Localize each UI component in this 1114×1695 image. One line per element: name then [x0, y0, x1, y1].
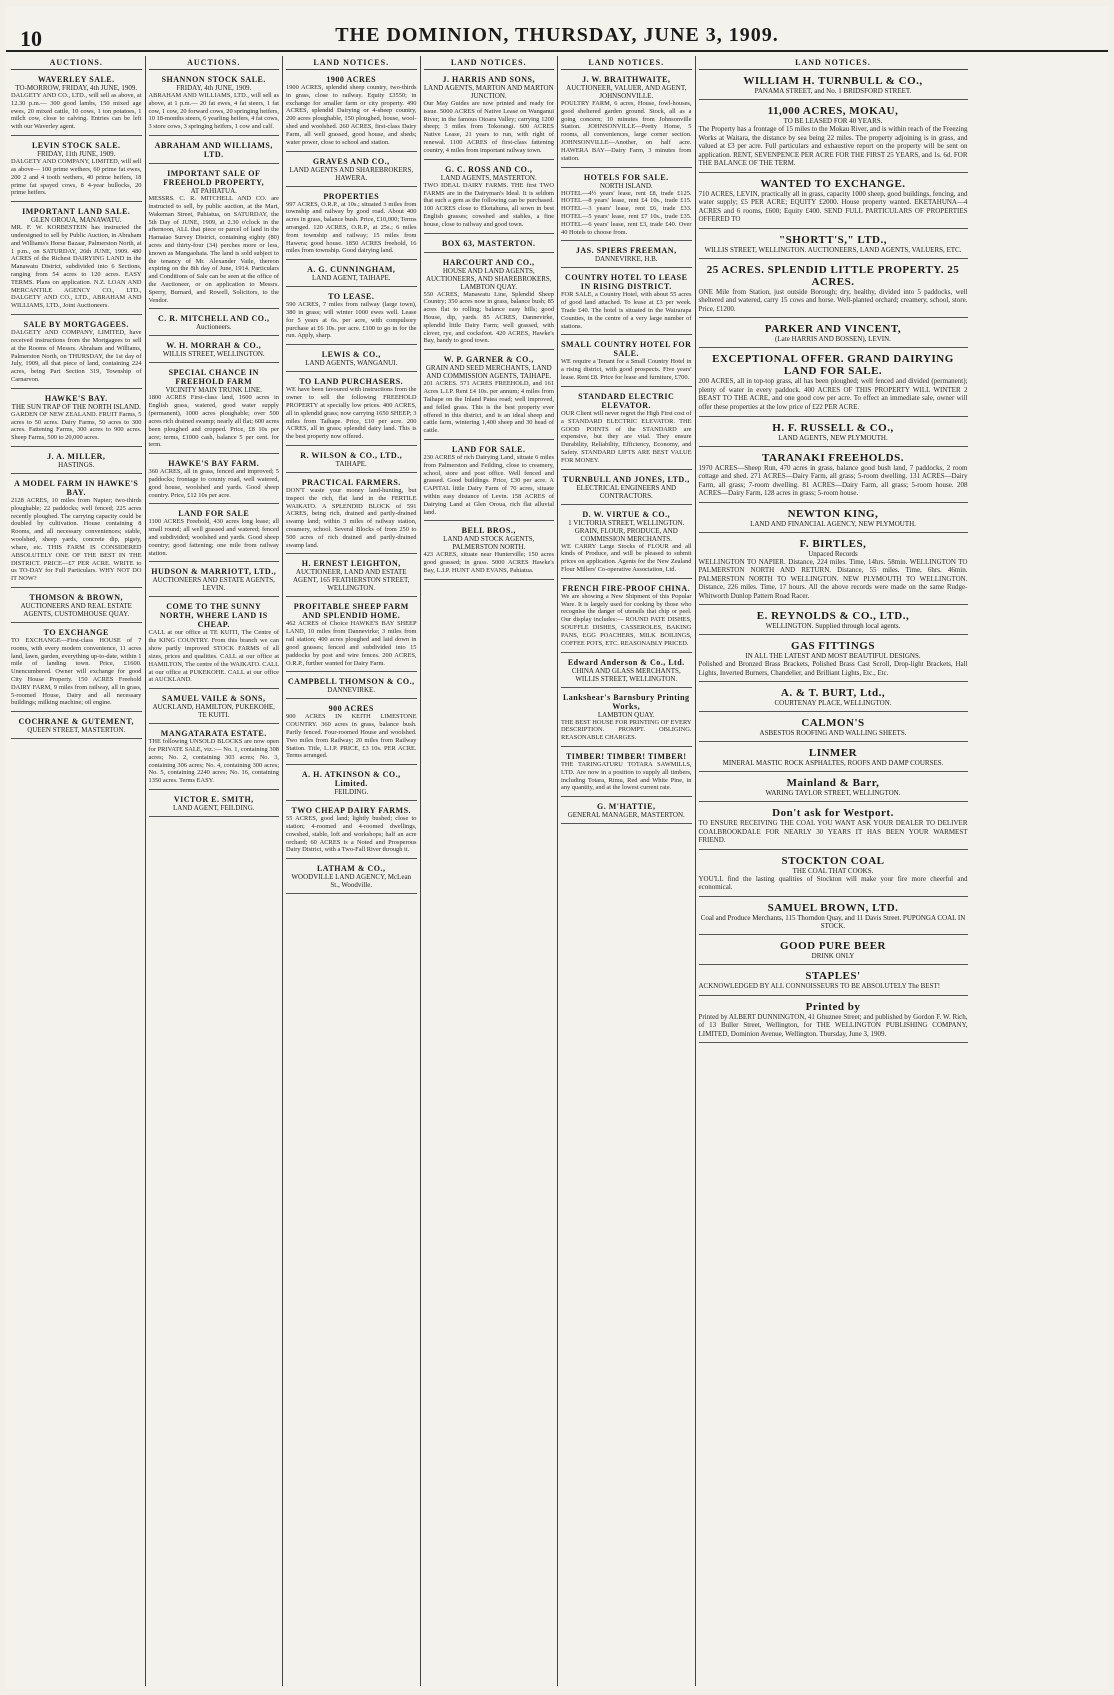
- column-heading: LAND NOTICES.: [561, 58, 692, 70]
- ad-subtitle: Coal and Produce Merchants, 115 Thorndon Quay, and 11 Davis Street. PUPONGA COAL IN STOCK.: [700, 914, 966, 930]
- ad-title: WILLIAM H. TURNBULL & CO.,: [743, 75, 923, 87]
- ad-body: 462 ACRES of Choice HAWKE'S BAY SHEEP LAND, 10 miles from Dannevirke; 3 miles from rail station; 400 acres ploughed and laid down in good grasses; fenced and subdivided into 15 paddocks by post and wire fences. 200 ACRES, O.R.P., further wanted for Dairy Farm.: [286, 620, 417, 667]
- ad-subtitle: GLEN OROUA, MANAWATU.: [30, 216, 122, 225]
- ad-title: BOX 63, MASTERTON.: [442, 238, 536, 248]
- ad-subtitle: THE COAL THAT COOKS.: [792, 866, 874, 875]
- advertisement: [699, 608, 968, 635]
- advertisement: [286, 449, 417, 473]
- masthead-title: THE DOMINION, THURSDAY, JUNE 3, 1909.: [335, 24, 779, 46]
- advertisement: [286, 557, 417, 597]
- ad-title: ABRAHAM AND WILLIAMS, LTD.: [154, 141, 273, 160]
- ad-body: OUR Client will never regret the High First cost of a STANDARD ELECTRIC ELEVATOR. THE GOOD POINTS of the STANDARD are expensive, but they are vital. They ensure Durability, Reliability, Efficiency, Economy, and Safety. STANDARD LIFTS ARE BEST VALUE FOR MONEY.: [561, 409, 692, 464]
- ad-subtitle: LAND AGENT, FEILDING.: [172, 804, 255, 812]
- ad-subtitle: LAMBTON QUAY.: [597, 710, 655, 719]
- ad-body: POULTRY FARM, 6 acres, House, fowl-houses, good sheltered garden ground. Stock, all as a going concern; 10 minutes from Johnsonville Station. JOHNSONVILLE—Pretty Home, 5 rooms, all conveniences, large corner section. JOHNSONVILLE—Another, on half acre. HAWERA BAY—Dairy Farm, 3 minutes from station.: [561, 100, 692, 162]
- ad-title: STAPLES': [805, 970, 861, 982]
- advertisement: [561, 800, 692, 824]
- advertisement: [286, 263, 417, 287]
- ad-body: ACKNOWLEDGED BY ALL CONNOISSEURS TO BE ABSOLUTELY The BEST!: [698, 982, 941, 990]
- ad-body: THE TARINGATURU TOTARA SAWMILLS, LTD. Are now in a position to supply all timbers, including Totara, Rimu, Red and White Pine, in any quantity, and at the lowest current rate.: [561, 760, 692, 792]
- advertisement: [286, 768, 417, 801]
- ad-subtitle: WELLINGTON. Supplied through local agents.: [765, 622, 901, 631]
- columns: [8, 56, 1108, 1686]
- ad-title: IMPORTANT SALE OF FREEHOLD PROPERTY,: [163, 169, 265, 188]
- ad-title: NEWTON KING,: [787, 507, 879, 520]
- advertisement: [286, 190, 417, 261]
- ad-subtitle: CHINA AND GLASS MERCHANTS, WILLIS STREET, WELLINGTON.: [571, 666, 681, 683]
- ad-body: YOU'LL find the lasting qualities of Stockton will make your fire more cheerful and economical.: [698, 874, 968, 892]
- ad-title: TIMBER! TIMBER! TIMBER!: [565, 751, 687, 761]
- advertisement: [149, 366, 280, 454]
- ad-title: Don't ask for Westport.: [772, 807, 894, 820]
- ad-title: Lankshear's Barnsbury Printing Works,: [562, 692, 690, 711]
- advertisement: [561, 338, 692, 386]
- ad-title: D. W. VIRTUE & CO.,: [582, 509, 671, 519]
- ad-body: MR. F. W. KORBESTEIN has instructed the undersigned to sell by Public Auction, in Abraham and Williams's Horse Bazaar, Palmerston North, at 1 p.m., on SATURDAY, 26th JUNE, 1909. 480 ACRES of the Richest DAIRYING LAND in the Manawatu District, subdivided into 6 Sections, ranging from 54 acres to 120 acres. EASY TERMS. Plans on application. N.Z. LOAN AND MERCANTILE AGENCY CO., LTD., DALGETY AND CO., LTD., ABRAHAM AND WILLIAMS, LTD., Joint Auctioneers.: [11, 224, 142, 310]
- advertisement: [149, 565, 280, 597]
- column-6: [696, 56, 971, 1686]
- column-heading: AUCTIONS.: [11, 58, 142, 70]
- ad-body: DALGETY AND COMPANY, LIMITED, have received instructions from the Mortgagees to sell at the Rooms of Messrs. Abraham and Williams, Palmerston North, on THURSDAY, the 1st day of July, 1909, all that piece of land, containing 224 acres, being Part Section 319, Township of Carnarvon.: [11, 329, 142, 383]
- newspaper-page: [6, 6, 1108, 1689]
- ad-title: HOTELS FOR SALE.: [583, 172, 669, 182]
- ad-body: TWO IDEAL DAIRY FARMS. THE first TWO FARMS are in the Dairyman's Ideal. It is seldom that such a gem as the following can be purchased. 100 ACRES close to Eketahuna, all sown in best English grasses; cowshed and stables, a fine house, close to railway and good town.: [423, 181, 554, 228]
- ad-title: LAND FOR SALE: [178, 509, 250, 519]
- ad-subtitle: GRAIN AND SEED MERCHANTS, LAND AND COMMISSION AGENTS, TAIHAPE.: [425, 364, 552, 381]
- advertisement: [11, 715, 142, 739]
- ad-subtitle: FEILDING.: [334, 788, 369, 797]
- advertisement: [11, 392, 142, 447]
- advertisement: [11, 73, 142, 136]
- ad-title: A. & T. BURT, Ltd.,: [780, 687, 886, 700]
- ad-title: 11,000 ACRES, MOKAU,: [767, 105, 899, 117]
- ad-subtitle: NORTH ISLAND.: [599, 181, 653, 190]
- ad-title: SAMUEL VAILE & SONS,: [161, 694, 266, 704]
- ad-subtitle: WILLIS STREET, WELLINGTON. AUCTIONEERS, LAND AGENTS, VALUERS, ETC.: [704, 245, 962, 254]
- ad-body: WE CARRY Large Stocks of FLOUR and all kinds of Produce, and will be pleased to submit prices on application. Agents for the New Zealand Flour Millers' Co-operative Association, Ltd.: [561, 542, 692, 573]
- ad-title: W. P. GARNER & CO.,: [443, 355, 534, 365]
- ad-title: LEVIN STOCK SALE.: [31, 141, 121, 151]
- ad-title: GRAVES AND CO.,: [312, 156, 390, 166]
- ad-subtitle: ELECTRICAL ENGINEERS AND CONTRACTORS.: [576, 483, 677, 500]
- ad-title: SPECIAL CHANCE IN FREEHOLD FARM: [168, 368, 259, 387]
- ad-body: GARDEN OF NEW ZEALAND. FRUIT Farms, 5 acres to 50 acres. Dairy Farms, 50 acres to 300 acres. Fattening Farms, 300 acres to 900 acres. Sheep Farms, 500 to 20,000 acres.: [11, 410, 142, 442]
- ad-title: BELL BROS.,: [461, 526, 516, 536]
- ad-title: SAMUEL BROWN, LTD.: [767, 902, 899, 914]
- ad-subtitle: LAND AGENTS, WANGANUI.: [305, 359, 398, 368]
- ad-body: FOR SALE, a Country Hotel, with about 55 acres of good land attached. To lease at £3 per week. Trade £40. The hotel is situated in the Wairarapa Counties, in the centre of a very large number of stations.: [561, 291, 692, 330]
- ad-body: 590 ACRES, 7 miles from railway (large town), 380 in grass; will winter 1000 ewes well. Lease for 5 years at 6s. per acre, with compulsory purchase at £6 10s. per acre. £100 to go in for the run. Apply, sharp.: [286, 301, 417, 340]
- ad-title: 25 ACRES. SPLENDID LITTLE PROPERTY. 25 ACRES.: [706, 263, 960, 288]
- advertisement: [149, 73, 280, 136]
- ad-subtitle: IN ALL THE LATEST AND MOST BEAUTIFUL DESIGNS.: [745, 652, 921, 661]
- ad-subtitle: 1 VICTORIA STREET, WELLINGTON. GRAIN, FLOUR, PRODUCE, AND COMMISSION MERCHANTS.: [568, 518, 685, 543]
- advertisement: [561, 691, 692, 747]
- ad-title: STANDARD ELECTRIC ELEVATOR.: [578, 391, 675, 410]
- ad-subtitle: LAND AGENTS, MASTERTON.: [440, 173, 537, 182]
- ad-title: Mainland & Barr,: [786, 777, 880, 790]
- advertisement: [11, 139, 142, 202]
- advertisement: [561, 271, 692, 335]
- advertisement: [699, 262, 968, 319]
- ad-title: LINMER: [808, 747, 858, 760]
- advertisement: [699, 805, 968, 850]
- advertisement: [11, 477, 142, 588]
- column-heading: AUCTIONS.: [149, 58, 280, 70]
- ad-title: SMALL COUNTRY HOTEL FOR SALE.: [561, 340, 692, 359]
- ad-title: TARANAKI FREEHOLDS.: [762, 451, 904, 464]
- advertisement: [286, 702, 417, 765]
- advertisement: [424, 443, 555, 522]
- advertisement: [699, 450, 968, 503]
- ad-subtitle: THE SUN TRAP OF THE NORTH ISLAND.: [11, 402, 141, 411]
- advertisement: [699, 968, 968, 996]
- ad-subtitle: LAND AGENTS, MARTON AND MARTON JUNCTION.: [423, 84, 554, 100]
- advertisement: [286, 675, 417, 699]
- ad-subtitle: LAND AND STOCK AGENTS, PALMERSTON NORTH.: [443, 535, 535, 552]
- ad-body: CALL at our office at TE KUITI, The Centre of the KING COUNTRY. From this branch we can show partly improved STOCK FARMS of all sizes, prices and qualities. CALL at our office at HAMILTON, The centre of the WAIKATO. CALL at our office at PUKEKOHE. CALL at our office at AUCKLAND.: [148, 629, 279, 684]
- ad-title: "SHORTT'S," LTD.,: [779, 233, 887, 246]
- ad-title: PRACTICAL FARMERS.: [301, 477, 401, 487]
- ad-subtitle: GENERAL MANAGER, MASTERTON.: [567, 811, 685, 820]
- ad-title: HARCOURT AND CO.,: [442, 257, 535, 267]
- column-5: [558, 56, 696, 1686]
- ad-subtitle: AUCTIONEER, VALUER, AND AGENT, JOHNSONVILLE.: [566, 84, 687, 100]
- ad-title: H. F. RUSSELL & CO.,: [772, 421, 894, 434]
- ad-body: 710 ACRES, LEVIN, practically all in grass, capacity 1000 sheep, good buildings, fencing, and water supply; £5 PER ACRE; EQUITY £2000. House property wanted. EKETAHUNA—4 ACRES and 6 rooms, £600; Equity £400. SEND FULL PARTICULARS OF PROPERTIES OFFERED TO: [698, 189, 968, 224]
- advertisement: [424, 353, 555, 440]
- ad-title: SALE BY MORTGAGEES.: [23, 320, 129, 330]
- ad-body: 423 ACRES, situate near Hunterville; 150 acres good grassed; in grass. 5000 ACRES Hawke's Bay, L.I.P. HUNT AND EVANS, Pahiatua.: [423, 551, 554, 575]
- ad-body: 900 ACRES IN KEITH LIMESTONE COUNTRY. 360 acres in grass, balance bush. Partly fenced. Four-roomed House and woolshed. Two miles from Railway; 20 miles from Railway Station. Title, L.I.P. PRICE, £3 10s. PER ACRE. Terms arranged.: [286, 713, 417, 760]
- advertisement: [286, 348, 417, 372]
- ad-body: Printed by ALBERT DUNNINGTON, 41 Ghuznee Street; and published by Gordon F. W. Rich, of 13 Buller Street, Wellington, for THE WELLINGTON PUBLISHING COMPANY, LIMITED, Dominion Avenue, Wellington. Thursday, June 3, 1909.: [698, 1012, 968, 1038]
- advertisement: [561, 390, 692, 470]
- column-2: [146, 56, 284, 1686]
- advertisement: [149, 727, 280, 790]
- ad-body: ONE Mile from Station, just outside Borough; dry, healthy, divided into 5 paddocks, well sheltered and watered, carry 15 cows and horse. Well-planted orchard; creamery, school, store. Price, £1200.: [698, 287, 968, 313]
- ad-body: 997 ACRES, O.R.P., at 10s.; situated 3 miles from township and railway by good road. About 400 acres in grass, balance bush. Price, £10,000; Terms arranged. 120 ACRES, O.R.P., at 25s.; 6 miles from township and railway; 15 miles from Hawera; good house. 1850 ACRES freehold, 16 miles from township. Good dairying land.: [286, 200, 417, 255]
- ad-title: SHANNON STOCK SALE.: [161, 75, 266, 84]
- ad-title: HAWKE'S BAY.: [44, 393, 108, 403]
- column-3: [283, 56, 421, 1686]
- advertisement: [699, 938, 968, 965]
- ad-body: 550 ACRES, Manawatu Line, Splendid Sheep Country; 350 acres now in grass, balance bush; 85 acres flat to rolling; balance easy hills; good House, dip, yards. 85 ACRES, Dannevirke, splendid little Dairy Farm; well grassed, with clover, rye, and cocksfoot. 420 ACRES, Hawke's Bay, handy to good town.: [423, 290, 554, 345]
- ad-body: WE require a Tenant for a Small Country Hotel in a rising district, with good prospects. Five years' lease. Rent £8. Price for lease and furniture, £700.: [561, 358, 692, 382]
- ad-title: C. R. MITCHELL AND CO.,: [157, 314, 270, 324]
- advertisement: [286, 804, 417, 859]
- ad-body: HOTEL—4½ years' lease, rent £8, trade £125. HOTEL—8 years' lease, rent £4 10s., trade £15. HOTEL—3 years' lease, rent £6, trade £33. HOTEL—5 years' lease, rent £7 10s., trade £35. HOTEL—6 years' lease, rent £3, trade £40. Over 40 Hotels to choose from.: [561, 189, 692, 236]
- advertisement: [561, 582, 692, 653]
- ad-body: TO ENSURE RECEIVING THE COAL YOU WANT ASK YOUR DEALER TO DELIVER COALBROOKDALE FOR NEARLY 30 YEARS IT HAS BEEN YOUR WARMEST FRIEND.: [698, 819, 968, 845]
- ad-title: PARKER AND VINCENT,: [764, 323, 902, 336]
- ad-title: 900 ACRES: [328, 704, 374, 714]
- column-heading: LAND NOTICES.: [286, 58, 417, 70]
- advertisement: [699, 321, 968, 348]
- ad-title: STOCKTON COAL: [781, 854, 885, 867]
- ad-title: Printed by: [805, 1000, 861, 1013]
- ad-title: COME TO THE SUNNY NORTH, WHERE LAND IS CHEAP.: [159, 602, 268, 630]
- ad-body: 2128 ACRES, 10 miles from Napier; two-thirds ploughable; 22 paddocks; well fenced; 225 acres recently ploughed. The carrying capacity could be doubled by cultivation. House containing 8 Rooms, and all necessary conveniences; stable, woolshed, sheep yards, concrete dip, pigsty, whare, etc. THIS FARM IS CONSIDERED ABSOLUTELY ONE OF THE BEST IN THE DISTRICT. PRICE—£7 PER ACRE. WRITE to us TO-DAY for Full Particulars. WHY NOT DO IT NOW?: [11, 497, 142, 583]
- ad-title: TURNBULL AND JONES, LTD.,: [562, 474, 690, 484]
- ad-title: CAMPBELL THOMSON & CO.,: [287, 677, 415, 687]
- ad-subtitle: TO-MORROW, FRIDAY, 4th JUNE, 1909.: [15, 84, 138, 92]
- advertisement: [11, 450, 142, 474]
- ad-body: The Property has a frontage of 15 miles to the Mokau River, and is within reach of the Freezing Works at Waitara, the distance by sea being 22 miles. The property adjoining is in grass, and valued at £3 per acre. Full particulars and exhaustive report on the property will be sent on application. RENT, SEVENPENCE PER ACRE FOR THE FIRST 25 YEARS, and 1s. 6d. FOR THE BALANCE OF THE TERM.: [698, 125, 968, 168]
- column-heading: LAND NOTICES.: [699, 58, 968, 70]
- ad-title: W. H. MORRAH & CO.,: [166, 341, 262, 351]
- advertisement: [149, 600, 280, 689]
- ad-title: E. REYNOLDS & CO., LTD.,: [756, 610, 910, 623]
- ad-subtitle: AUCKLAND, HAMILTON, PUKEKOHE, TE KUITI.: [152, 703, 275, 720]
- advertisement: [699, 638, 968, 682]
- ad-body: TO EXCHANGE—First-class HOUSE of 7 rooms, with every modern convenience, 11 acres land, lawn, garden, everything up-to-date, within 1 mile of landing town. Price, £1600. Unencumbered. Owner will exchange for good City House Property. 150 ACRES Freehold DAIRY FARM, 9 miles from railway, all in grass, 5-roomed House, Dairy and all necessary buildings; milking machine; oil engine.: [11, 636, 142, 707]
- ad-title: COCHRANE & GUTEMENT,: [18, 717, 134, 727]
- advertisement: [699, 900, 968, 935]
- ad-title: A. H. ATKINSON & CO., Limited.: [301, 770, 401, 789]
- ad-title: WAVERLEY SALE.: [37, 75, 115, 84]
- advertisement: [699, 853, 968, 897]
- ad-subtitle: WOODVILLE LAND AGENCY, McLean St., Woodville.: [291, 873, 412, 890]
- advertisement: [699, 999, 968, 1044]
- advertisement: [11, 318, 142, 389]
- ad-title: HUDSON & MARRIOTT, LTD.,: [151, 567, 277, 577]
- advertisement: [699, 420, 968, 447]
- ad-body: ABRAHAM AND WILLIAMS, LTD., will sell as above, at 1 p.m.— 20 fat ewes, 4 fat steers, 1 fat cow, 1 cow, 20 forward cows, 20 springing heifers, 10 18-months steers, 6 yearling heifers, 4 fat cows, 3 store cows, 3 springing heifers, 1 cow and calf.: [148, 92, 280, 131]
- ad-title: HAWKE'S BAY FARM.: [168, 459, 260, 469]
- ad-title: JAS. SPIERS FREEMAN,: [575, 246, 677, 256]
- advertisement: [149, 139, 280, 164]
- advertisement: [286, 600, 417, 672]
- ad-subtitle: MINERAL MASTIC ROCK ASPHALTES, ROOFS AND DAMP COURSES.: [722, 759, 944, 768]
- ad-title: GOOD PURE BEER: [779, 940, 886, 952]
- advertisement: [11, 205, 142, 315]
- ad-subtitle: AT PAHIATUA.: [190, 187, 237, 196]
- ad-body: 200 ACRES, all in top-top grass, all has been ploughed; well fenced and divided (permanent); plenty of water in every paddock. 400 ACRES OF THIS PROPERTY WILL WINTER 2 BEAST TO THE ACRE, and one good cow per acre. To effect an immediate sale, owner will offer these properties at the low price of £22 PER ACRE.: [698, 377, 968, 411]
- ad-title: F. BIRTLES,: [799, 537, 867, 550]
- column-heading: LAND NOTICES.: [424, 58, 555, 70]
- ad-title: 1900 ACRES: [326, 75, 377, 84]
- advertisement: [699, 176, 968, 229]
- ad-subtitle: LAND AGENTS AND SHAREBROKERS, HAWERA.: [289, 165, 414, 182]
- ad-body: Polished and Bronzed Brass Brackets, Polished Brass Cast Scroll, Drop-light Brackets, Hall Lights, Inverted Burners, Chandelier, and Brilliant Lights, Etc., Etc.: [698, 660, 968, 677]
- ad-title: TO LEASE.: [328, 292, 375, 302]
- ad-subtitle: QUEEN STREET, MASTERTON.: [27, 726, 126, 735]
- ad-body: 1900 ACRES, splendid sheep country, two-thirds in grass, close to railway. Equity £3550; in exchange for smaller farm or city property. 490 ACRES, splendid Dairying or 4-sheep country, 200 acres ploughable, 150 ploughed, house, wool-shed and woolshed. 260 ACRES, first-class Dairy Farm, all well grassed, good house, and sheds; water power, close to school and station.: [286, 84, 417, 146]
- masthead: [6, 18, 1108, 52]
- ad-body: 230 ACRES of rich Dairying Land, situate 6 miles from Palmerston and Feilding, close to creamery, school, store and post office. Well fenced and grassed. Good buildings. Price, £30 per acre. A CAPITAL little Dairy Farm of 70 acres, situate within easy distance of Levin. 158 ACRES of Dairying Land at Glen Oroua, rich flat alluvial land.: [423, 453, 554, 516]
- ad-title: TWO CHEAP DAIRY FARMS.: [291, 806, 412, 816]
- ad-subtitle: TO BE LEASED FOR 40 YEARS.: [783, 117, 883, 125]
- ad-subtitle: WARING TAYLOR STREET, WELLINGTON.: [765, 789, 901, 798]
- ad-title: THOMSON & BROWN,: [29, 592, 124, 602]
- column-1: [8, 56, 146, 1686]
- ad-title: A MODEL FARM IN HAWKE'S BAY.: [14, 479, 139, 497]
- advertisement: [424, 256, 555, 351]
- advertisement: [699, 73, 968, 100]
- ad-title: A. G. CUNNINGHAM,: [307, 265, 396, 275]
- ad-title: TO LAND PURCHASERS.: [299, 377, 404, 387]
- advertisement: [561, 73, 692, 168]
- ad-subtitle: LAND AGENT, TAIHAPE.: [311, 274, 391, 283]
- ad-title: PROFITABLE SHEEP FARM AND SPLENDID HOME.: [293, 602, 409, 621]
- ad-body: THE following UNSOLD BLOCKS are now open for PRIVATE SALE, viz.:— No. 1, containing 308 acres; No. 2, containing 303 acres; No. 3, containing 306 acres; No. 4, containing 300 acres; No. 5, containing 2240 acres; No. 16, containing 1350 acres. Terms EASY.: [148, 738, 279, 785]
- advertisement: [149, 312, 280, 336]
- advertisement: [11, 591, 142, 623]
- ad-subtitle: TAIHAPE.: [335, 459, 367, 468]
- ad-subtitle: FRIDAY, 4th JUNE, 1909.: [176, 84, 252, 92]
- advertisement: [699, 351, 968, 416]
- ad-subtitle: AUCTIONEERS AND ESTATE AGENTS, LEVIN.: [152, 576, 275, 593]
- advertisement: [286, 476, 417, 555]
- ad-title: H. ERNEST LEIGHTON,: [301, 559, 401, 569]
- ad-title: G. M'HATTIE,: [596, 802, 656, 812]
- ad-title: R. WILSON & CO., LTD.,: [300, 450, 403, 460]
- advertisement: [149, 339, 280, 363]
- ad-title: LATHAM & CO.,: [316, 864, 386, 874]
- ad-title: VICTOR E. SMITH,: [173, 795, 254, 804]
- ad-subtitle: HOUSE AND LAND AGENTS, AUCTIONEERS, AND SHAREBROKERS, LAMBTON QUAY.: [425, 266, 552, 291]
- ad-subtitle: FRIDAY, 11th JUNE, 1909.: [37, 150, 116, 159]
- advertisement: [286, 862, 417, 894]
- ad-title: COUNTRY HOTEL TO LEASE IN RISING DISTRICT.: [565, 273, 688, 292]
- advertisement: [149, 507, 280, 562]
- ad-subtitle: Auctioneers.: [195, 323, 232, 332]
- advertisement: [561, 244, 692, 268]
- advertisement: [699, 745, 968, 772]
- ad-body: Our May Guides are now printed and ready for issue. 5000 ACRES of Native Lease on Wanganui River; in the famous Otoara Valley; carrying 1200 sheep; 3 miles from Tokorangi. 600 ACRES Native Lease, 21 years to run, with right of renewal. 1100 ACRES of first-class fattening country, 4 miles from important railway town.: [423, 100, 554, 154]
- ad-subtitle: DANNEVIRKE.: [327, 686, 376, 695]
- advertisement: [11, 626, 142, 712]
- ad-subtitle: LAND AND FINANCIAL AGENCY, NEW PLYMOUTH.: [750, 519, 916, 528]
- ad-subtitle: Unpaced Records: [808, 549, 858, 558]
- advertisement: [561, 750, 692, 797]
- ad-subtitle: DRINK ONLY: [811, 952, 855, 960]
- advertisement: [561, 656, 692, 688]
- advertisement: [424, 73, 555, 160]
- ad-body: DON'T waste your money land-hunting, but inspect the rich, flat land in the FERTILE WAIKATO. A SPLENDID BLOCK of 591 ACRES, being rich, drained and partly-drained swamp land; within 3 miles of railway station, creamery, school. Several Blocks of from 250 to 500 acres of rich drained and partly-drained swamp land.: [286, 486, 417, 549]
- ad-subtitle: (Late HARRIS AND BOSSEN), LEVIN.: [775, 335, 891, 344]
- ad-body: WELLINGTON TO NAPIER. Distance, 224 miles. Time, 14hrs. 58min. WELLINGTON TO PALMERSTON NORTH AND RETURN. Distance, 55 miles. Time, 6hrs. 46min. PALMERSTON NORTH TO WELLINGTON. NEW PLYMOUTH TO WELLINGTON. Distance, 226 miles. Time, 17 hours. All the above records were made on the same Rudge-Whitworth Dunlop Pattern Road Racer.: [698, 557, 968, 600]
- ad-subtitle: VICINITY MAIN TRUNK LINE.: [165, 386, 262, 395]
- ad-title: TO EXCHANGE: [43, 627, 109, 637]
- ad-body: 1800 ACRES First-class land, 1600 acres in English grass, watered, good water supply (permanent), 1000 acres ploughable; over 500 acres rich drained swamp; nearly all flat; 600 acres been ploughed and cropped. Price, £8 10s per acre; terms, £1000 cash, balance 5 per cent. for term.: [148, 394, 279, 449]
- ad-title: GAS FITTINGS: [791, 640, 875, 653]
- advertisement: [699, 685, 968, 712]
- ad-subtitle: LAND AGENTS, NEW PLYMOUTH.: [778, 433, 888, 442]
- ad-title: LEWIS & CO.,: [321, 350, 381, 360]
- ad-body: MESSRS. C. R. MITCHELL AND CO. are instructed to sell, by public auction, at the Mart, Wakeman Street, Pahiatua, on SATURDAY, the 5th Day of JUNE, 1909, at 2.30 o'clock in the afternoon, ALL that piece or parcel of land in the Hamaiao Survey District, containing eighty (80) acres and thirty-four (34) perches more or less, known as Mangaohaia. The land is sold subject to the tenancy of Mr. Alexander Vaile, thereon expiring on the 8th day of June, 1914. Particulars and Conditions of Sale can be seen at the office of the Auctioneer, or on application to Messrs. Sperry, Burnard, and Rowell, Solicitors, to the Vendor.: [148, 195, 279, 304]
- ad-subtitle: WILLIS STREET, WELLINGTON.: [162, 350, 265, 359]
- ad-title: IMPORTANT LAND SALE.: [22, 207, 131, 217]
- advertisement: [699, 775, 968, 802]
- ad-title: Edward Anderson & Co., Ltd.: [567, 657, 685, 667]
- ad-title: PROPERTIES: [323, 191, 380, 201]
- ad-body: 201 ACRES. 571 ACRES FREEHOLD, and 161 Acres L.I.P. Rent £4 10s. per annum; 4 miles from Taihape on the Inland Patea road; well improved, and felled grass. This is the best property ever offered in this district, and is an ideal sheep and cattle farm, wintering 1,400 sheep and 30 head of cattle.: [423, 380, 554, 435]
- ad-subtitle: AUCTIONEERS AND REAL ESTATE AGENTS, CUSTOMHOUSE QUAY.: [20, 601, 132, 618]
- ad-title: EXCEPTIONAL OFFER. GRAND DAIRYING LAND FOR SALE.: [712, 353, 954, 378]
- ad-body: WE have been favoured with instructions from the owner to sell the following FREEHOLD PROPERTY at specially low prices. 400 ACRES, all in splendid grass; now carrying 1650 SHEEP; 3 miles from Taihape. Price, £10 per acre. 200 ACRES, all in grass; splendid dairy land. This is the best property now offered.: [286, 386, 417, 441]
- ad-title: MANGATARATA ESTATE.: [160, 729, 267, 739]
- ad-body: 55 ACRES, good land; lightly bushed; close to station; 4-roomed and 4-roomed dwellings, cowshed, stable, loft and workshops; half an acre orchard; 60 ACRES is a Noted and Prosperous Dairy District, with a Two-Fall River through it.: [286, 815, 417, 854]
- ad-title: CALMON'S: [801, 717, 865, 730]
- advertisement: [149, 692, 280, 724]
- ad-subtitle: PANAMA STREET, and No. 1 BRIDSFORD STREET.: [754, 87, 912, 95]
- ad-body: 1970 ACRES—Sheep Run, 470 acres in grass, balance good bush land, 7 paddocks, 2 room cottage and shed. 271 ACRES—Dairy Farm, all grass; 5-room dwelling. 131 ACRES—Dairy Farm, all grass; 7-room dwelling. 81 ACRES—Dairy Farm, all grass; 5-room house. 208 ACRES—Dairy Farm, 128 acres in grass; 5-room house.: [698, 463, 968, 498]
- advertisement: [699, 536, 968, 606]
- ad-body: THE BEST HOUSE FOR PRINTING OF EVERY DESCRIPTION. PROMPT. OBLIGING. REASONABLE CHARGES.: [561, 718, 692, 742]
- ad-title: J. W. BRAITHWAITE,: [582, 75, 671, 84]
- ad-title: G. C. ROSS AND CO.,: [445, 164, 533, 174]
- advertisement: [286, 290, 417, 345]
- advertisement: [561, 473, 692, 505]
- advertisement: [286, 375, 417, 446]
- advertisement: [286, 155, 417, 187]
- ad-body: 1100 ACRES Freehold, 430 acres long lease; all small round; all well grassed and watered; fenced and subdivided; woolshed and yards. Good sheep country; good fattening; one mile from railway station.: [148, 518, 279, 557]
- ad-subtitle: ASBESTOS ROOFING AND WALLING SHEETS.: [759, 729, 907, 738]
- page-number: 10: [20, 26, 42, 51]
- ad-subtitle: DANNEVIRKE, H.B.: [594, 255, 658, 264]
- advertisement: [149, 167, 280, 309]
- advertisement: [424, 237, 555, 253]
- advertisement: [699, 232, 968, 259]
- advertisement: [286, 73, 417, 152]
- advertisement: [424, 163, 555, 234]
- ad-subtitle: AUCTIONEER, LAND AND ESTATE AGENT, 165 FEATHERSTON STREET, WELLINGTON.: [293, 568, 410, 593]
- advertisement: [149, 457, 280, 504]
- ad-subtitle: HASTINGS.: [58, 461, 95, 469]
- ad-body: 360 ACRES, all in grass, fenced and improved; 5 paddocks; frontage to county road, well watered, good house, woolshed and yards. Good sheep country. Price, £12 10s per acre.: [148, 468, 279, 499]
- advertisement: [699, 506, 968, 533]
- advertisement: [424, 524, 555, 579]
- advertisement: [699, 103, 968, 173]
- ad-title: LAND FOR SALE.: [452, 444, 526, 454]
- ad-body: DALGETY AND CO., LTD., will sell as above, at 12.30 p.m.— 300 good lambs, 150 mixed age ewes, 20 mixed cattle, 10 cows, 1 ton potatoes, 1 milch cow, close to calving. Entries can be left with our Waverley agent.: [11, 92, 142, 131]
- advertisement: [699, 715, 968, 742]
- ad-title: FRENCH FIRE-PROOF CHINA.: [562, 583, 691, 593]
- advertisement: [561, 508, 692, 579]
- column-4: [421, 56, 559, 1686]
- ad-title: J. A. MILLER,: [47, 452, 106, 461]
- ad-body: DALGETY AND COMPANY, LIMITED, will sell as above— 100 prime wethers, 60 prime fat ewes, 200 2 and 4 tooth wethers, 40 prime heifers, 18 prime fat spayed cows, 8 4-year bullocks, 20 prime heifers.: [11, 158, 142, 197]
- ad-title: WANTED TO EXCHANGE.: [760, 177, 906, 190]
- advertisement: [149, 793, 280, 817]
- ad-title: J. HARRIS AND SONS,: [442, 75, 535, 84]
- ad-body: We are showing a New Shipment of this Popular Ware. It is largely used for cooking by those who recognise the danger of utensils that chip or peel. Our display includes:— ROUND PATE DISHES, SOUFFLE DISHES, CASSEROLES, BAKING PANS, EGG POACHERS, MILK BOILINGS, COFFEE POTS, ETC. REASONABLY PRICED.: [561, 592, 692, 647]
- advertisement: [561, 171, 692, 242]
- ad-subtitle: COURTENAY PLACE, WELLINGTON.: [774, 699, 892, 708]
